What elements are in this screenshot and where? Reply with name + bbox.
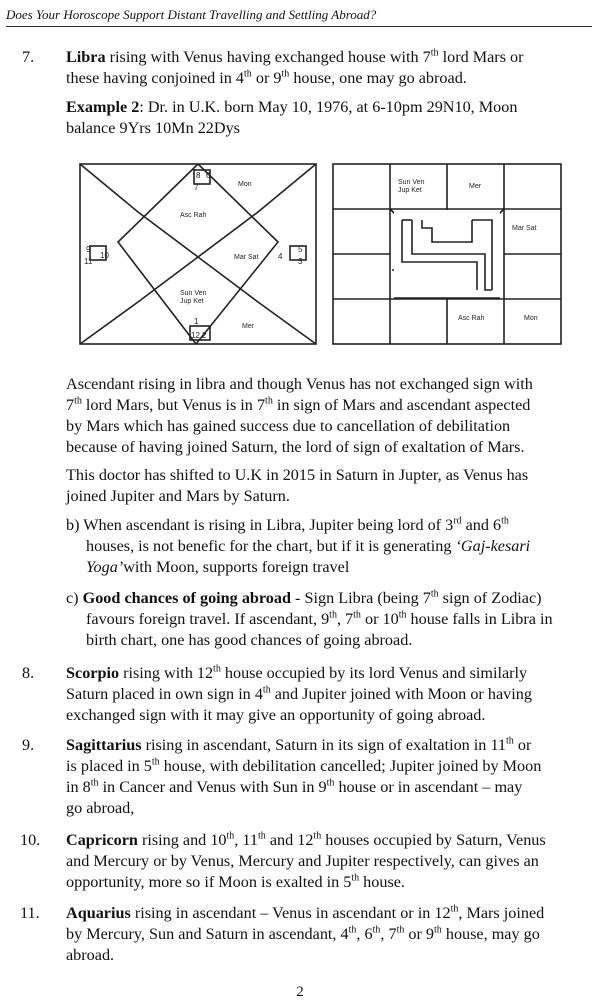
planet-mer: Mer xyxy=(242,323,255,330)
house-10: 10 xyxy=(100,251,109,260)
south-mar-sat: Mar Sat xyxy=(512,225,537,232)
house-7: 7 xyxy=(194,183,199,192)
item-10-text: Capricorn rising and 10th, 11th and 12th houses occupied by Saturn, Venus and Mercury or by Venus, Mercury and Jupiter respectively, can gives an opportunity, more so if Moon is exalted in 5th house. xyxy=(66,830,546,891)
house-12: 12 xyxy=(191,331,200,340)
house-6: 6 xyxy=(206,171,211,180)
item-11-text: Aquarius rising in ascendant – Venus in ascendant or in 12th, Mars joined by Mercury, Sun and Saturn in ascendant, 4th, 6th, 7th or 9th house, may go abroad. xyxy=(66,903,545,964)
south-sun-ven: Sun Ven xyxy=(398,179,425,186)
south-indian-chart xyxy=(333,164,561,344)
planets-mar-sat: Mar Sat xyxy=(234,254,259,261)
house-11: 11 xyxy=(84,257,93,266)
item-number-7: 7. xyxy=(22,48,35,66)
house-4: 4 xyxy=(278,252,283,261)
asc-rah: Asc Rah xyxy=(180,212,207,219)
south-asc-rah: Asc Rah xyxy=(458,315,485,322)
item-number-11: 11. xyxy=(20,904,40,922)
item-number-8: 8. xyxy=(22,664,35,682)
item-9-text: Sagittarius rising in ascendant, Saturn in its sign of exaltation in 11th or is placed in 5th house, with debilitation cancelled; Jupiter joined by Moon in 8th in Cancer and Venus with Sun in 9th house or in ascendant – may go abroad, xyxy=(66,735,542,817)
south-jup-ket: Jup Ket xyxy=(398,187,422,194)
item-number-9: 9. xyxy=(22,736,35,754)
page-number: 2 xyxy=(296,984,304,1000)
planets-sun-ven: Sun Ven xyxy=(180,290,207,297)
planet-mon: Mon xyxy=(238,181,252,188)
south-mon: Mon xyxy=(524,315,538,322)
north-indian-chart xyxy=(78,162,583,347)
paragraph-ascendant: Ascendant rising in libra and though Venus has not exchanged sign with 7th lord Mars, but Venus is in 7th in sign of Mars and ascendant aspected by Mars which has gained success due to cancellation of debilitation because of having joined Saturn, the lord of sign of exaltation of Mars. xyxy=(66,375,533,456)
paragraph-doctor: This doctor has shifted to U.K in 2015 in Saturn in Jupter, as Venus has joined Jupiter and Mars by Saturn. xyxy=(66,466,529,505)
house-1: 1 xyxy=(194,317,199,326)
running-header: Does Your Horoscope Support Distant Travelling and Settling Abroad? xyxy=(6,6,592,27)
item-8-text: Scorpio rising with 12th house occupied by its lord Venus and similarly Saturn placed in own sign in 4th and Jupiter joined with Moon or having exchanged sign with it may give an opportunity of going abroad. xyxy=(66,663,532,724)
item-c-text: c) Good chances of going abroad - Sign Libra (being 7th sign of Zodiac) favours foreign travel. If ascendant, 9th, 7th or 10th house falls in Libra in birth chart, one has good chances of going abroad. xyxy=(66,588,553,649)
item-b-text: b) When ascendant is rising in Libra, Jupiter being lord of 3rd and 6th houses, is not benefic for the chart, but if it is generating ‘Gaj-kesari Yoga’with Moon, supports foreign travel xyxy=(66,515,531,576)
item-number-10: 10. xyxy=(20,831,41,849)
example-2-text: Example 2: Dr. in U.K. born May 10, 1976, at 6-10pm 29N10, Moon balance 9Yrs 10Mn 22Dys xyxy=(66,98,518,137)
planets-jup-ket: Jup Ket xyxy=(180,298,204,305)
house-9: 9 xyxy=(86,245,91,254)
house-2: 2 xyxy=(202,331,207,340)
house-3: 3 xyxy=(298,257,303,266)
house-8: 8 xyxy=(196,171,201,180)
house-5: 5 xyxy=(298,245,303,254)
item-7-text: Libra rising with Venus having exchanged house with 7th lord Mars or these having conjoined in 4th or 9th house, one may go abroad. xyxy=(66,47,524,87)
horoscope-charts xyxy=(78,162,583,347)
south-mer: Mer xyxy=(469,183,482,190)
